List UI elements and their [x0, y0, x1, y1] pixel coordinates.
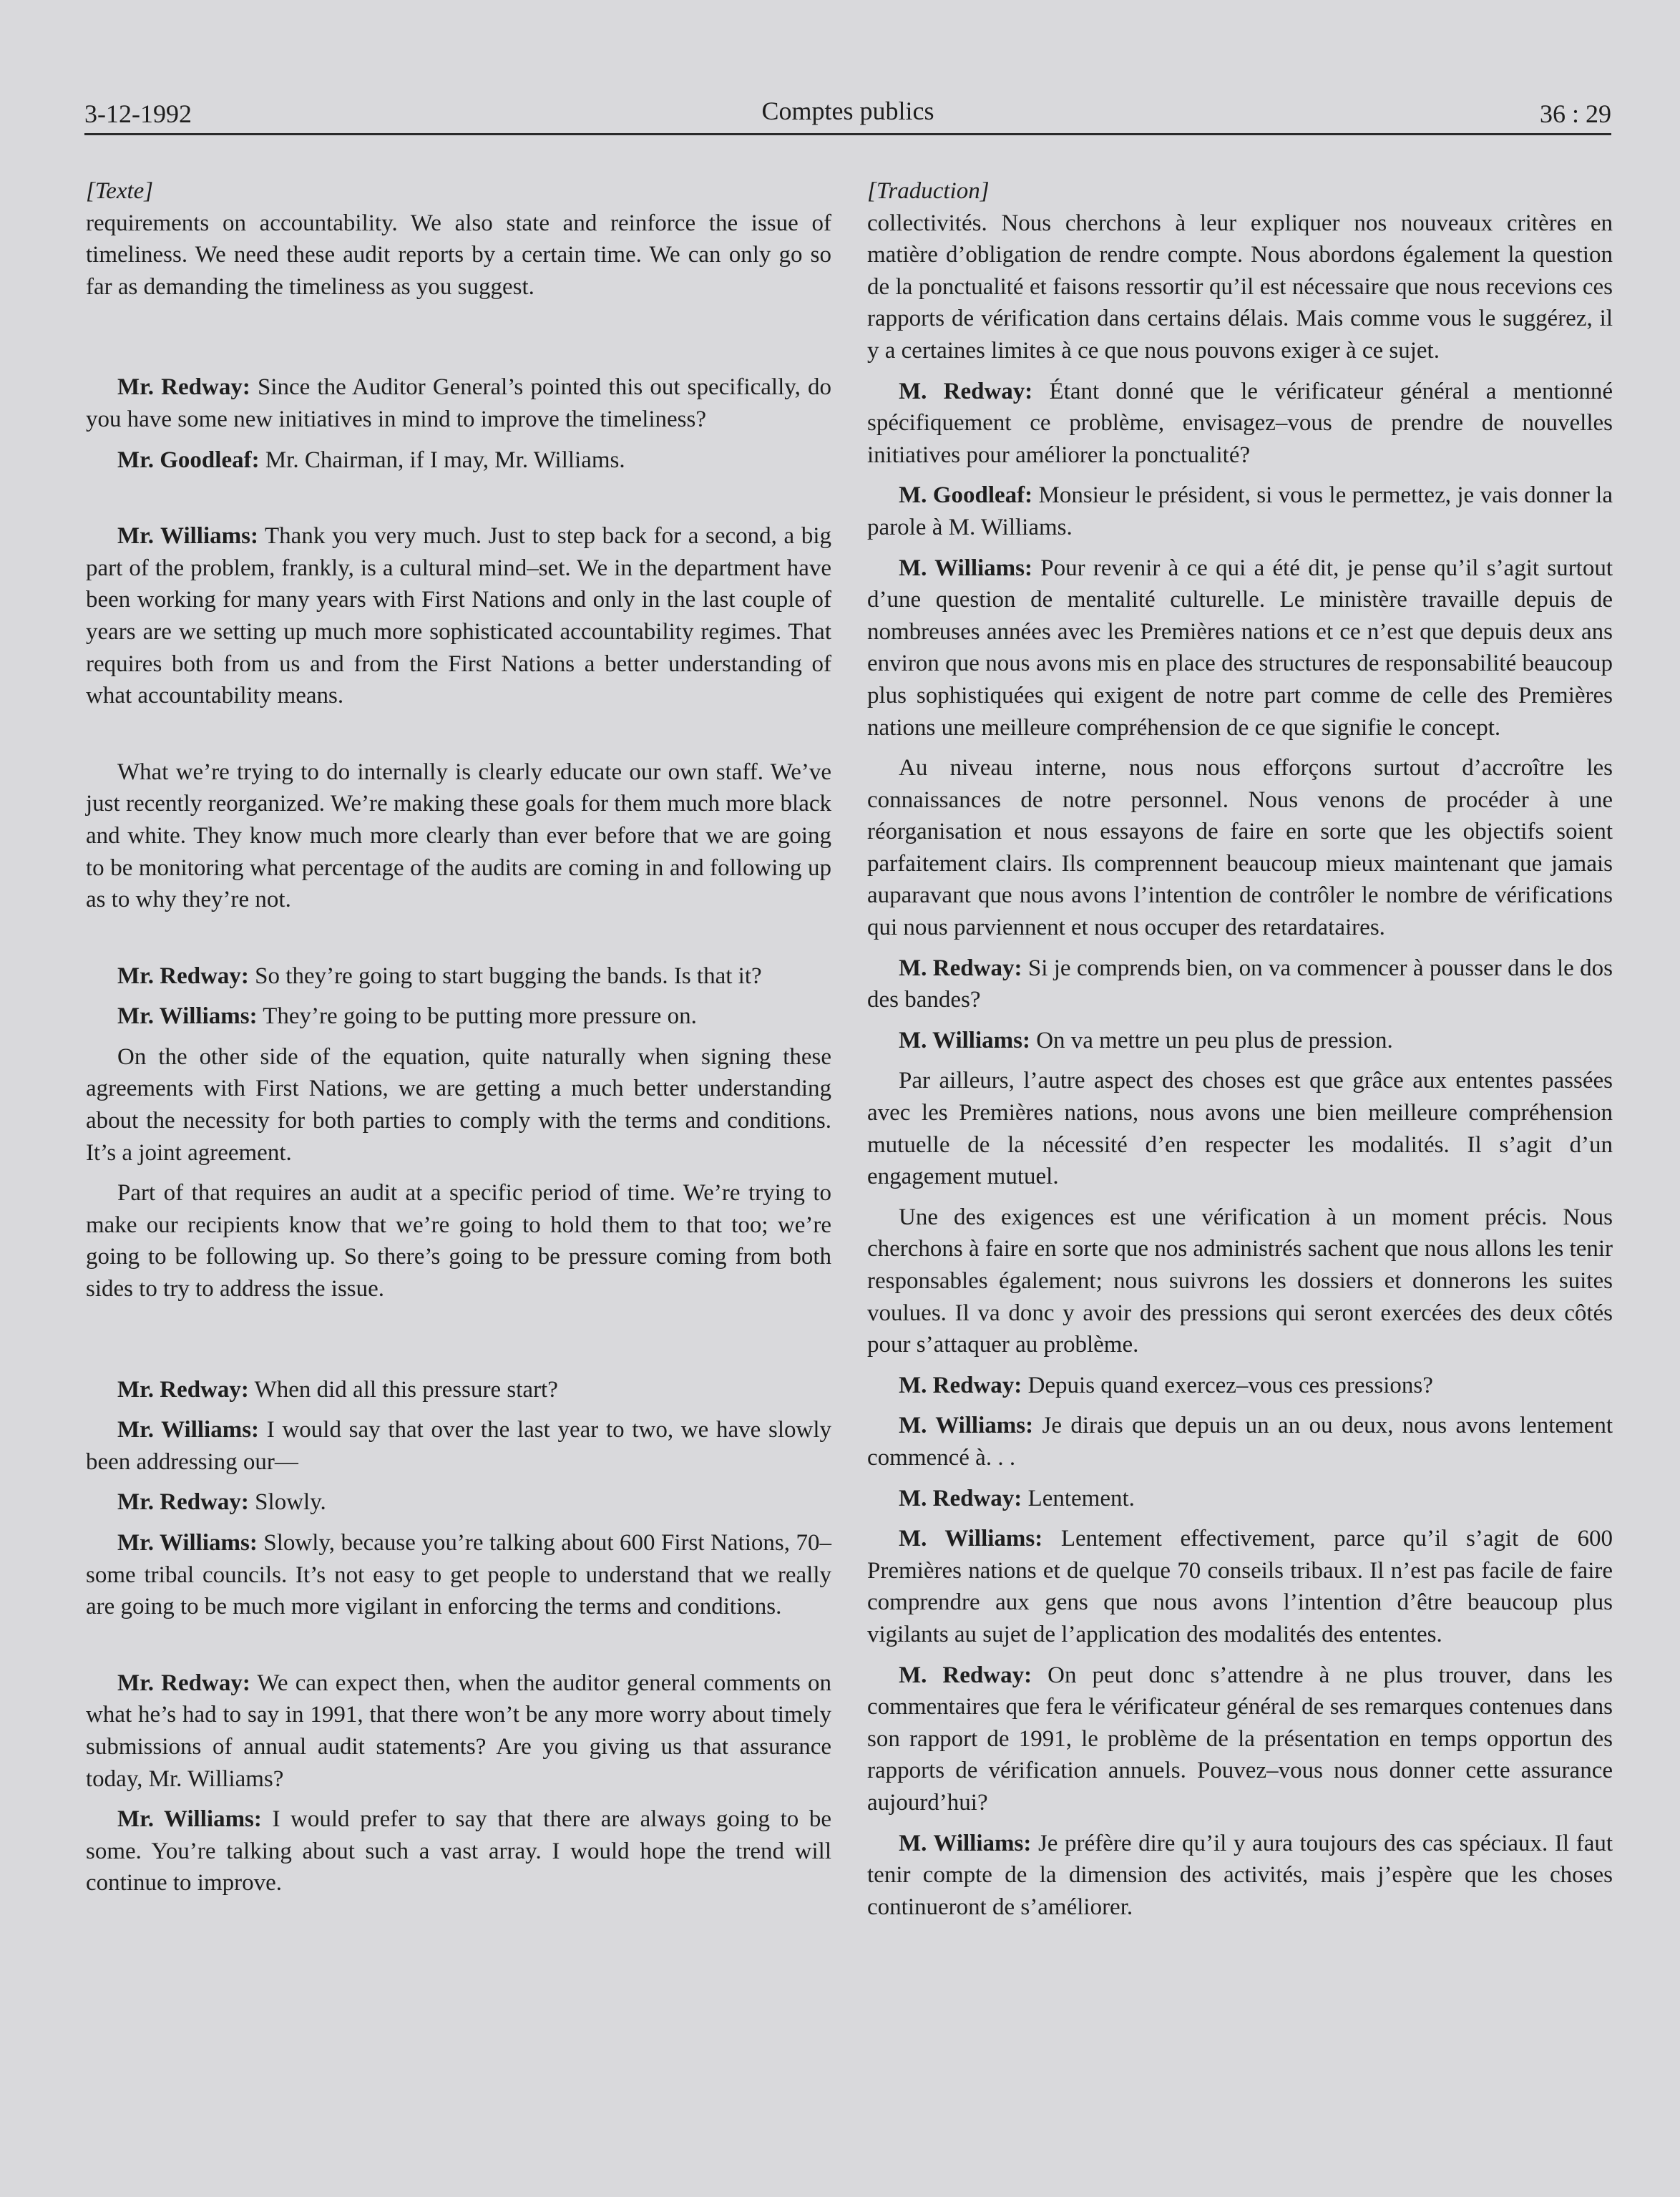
paragraph-text: Je dirais que depuis un an ou deux, nous avons lentement commencé à. . . — [867, 1413, 1613, 1471]
paragraph — [867, 1370, 1613, 1402]
paragraph — [867, 208, 1613, 367]
running-header — [84, 86, 1611, 135]
header-title: Comptes publics — [761, 97, 934, 125]
speaker: M. Redway: — [899, 1372, 1022, 1398]
paragraph — [86, 1000, 831, 1033]
paragraph-text: We can expect then, when the auditor general comments on what he’s had to say in 1991, that there won’t be any more worry about timely submissions of annual audit statements? Are you giving us that assurance today, Mr. Williams? — [86, 1670, 832, 1792]
speaker: Mr. Redway: — [117, 1670, 250, 1696]
paragraph-text: So they’re going to start bugging the bands. Is that it? — [255, 963, 762, 989]
speaker: M. Williams: — [899, 1027, 1030, 1053]
paragraph — [86, 1041, 831, 1169]
paragraph-text: Part of that requires an audit at a specific period of time. We’re trying to make our recipients know that we’re going to hold them to that too; we’re going to be following up. So there’s going to be pressure coming from both sides to try to address the issue. — [86, 1180, 831, 1302]
english-column — [86, 175, 831, 1899]
paragraph-text: Since the Auditor General’s pointed this out specifically, do you have some new initiatives in mind to improve the timeliness? — [86, 374, 831, 432]
paragraph-text: On va mettre un peu plus de pression. — [1036, 1027, 1393, 1053]
paragraph — [86, 520, 831, 712]
speaker: M. Goodleaf: — [899, 482, 1033, 509]
speaker: M. Williams: — [899, 1413, 1034, 1439]
speaker: M. Redway: — [899, 1662, 1032, 1688]
paragraph — [867, 953, 1613, 1016]
column-label: [Traduction] — [867, 178, 990, 204]
paragraph — [867, 1483, 1613, 1515]
speaker: M. Williams: — [899, 555, 1032, 581]
paragraph — [867, 552, 1613, 744]
paragraph-text: Une des exigences est une vérification à un moment précis. Nous cherchons à faire en sorte que nos administrés sachent que nous allons les tenir responsables également; nous suivrons les dossiers et donnerons les suites voulues. Il va donc y avoir des pressions qui seront exercées des deux côtés pour s’attaquer au problème. — [867, 1204, 1613, 1358]
speaker: Mr. Redway: — [117, 963, 249, 989]
paragraph-text: Lentement. — [1027, 1485, 1135, 1511]
speaker: Mr. Williams: — [117, 1806, 262, 1833]
paragraph — [86, 1527, 831, 1623]
speaker: Mr. Goodleaf: — [117, 447, 260, 473]
paragraph — [867, 1202, 1613, 1361]
paragraph — [86, 444, 831, 477]
paragraph — [867, 752, 1613, 944]
paragraph-text: I would say that over the last year to two, we have slowly been addressing our— — [86, 1417, 831, 1475]
paragraph-text: Étant donné que le vérificateur général a mentionné spécifiquement ce problème, envisagez–vous de prendre de nouvelles initiatives pour améliorer la ponctualité? — [867, 378, 1613, 468]
paragraph — [86, 960, 831, 993]
paragraph-text: On peut donc s’attendre à ne plus trouver, dans les commentaires que fera le vérificateur général de ses remarques contenues dans son rapport de 1991, le problème de la présentation en temps opportun des rapports de vérification annuels. Pouvez–vous nous donner cette assurance aujourd’hui? — [867, 1662, 1613, 1816]
paragraph — [867, 479, 1613, 543]
paragraph-text: requirements on accountability. We also state and reinforce the issue of timeliness. We need these audit reports by a certain time. We can only go so far as demanding the timeliness as you suggest. — [86, 210, 831, 300]
speaker: Mr. Williams: — [117, 523, 258, 550]
header-date: 3-12-1992 — [84, 99, 192, 128]
paragraph — [867, 1065, 1613, 1192]
paragraph — [86, 756, 831, 916]
column-label: [Texte] — [86, 178, 154, 204]
speaker: M. Redway: — [899, 955, 1022, 981]
paragraph — [86, 1667, 831, 1795]
speaker: Mr. Redway: — [117, 1376, 249, 1403]
paragraph-text: Par ailleurs, l’autre aspect des choses est que grâce aux ententes passées avec les Premières nations, nous avons une bien meilleure compréhension mutuelle de la nécessité d’en respecter les modalités. Il s’agit d’un engagement mutuel. — [867, 1068, 1613, 1190]
paragraph — [86, 1374, 831, 1406]
speaker: Mr. Redway: — [117, 1489, 249, 1516]
paragraph — [86, 371, 831, 435]
paragraph — [867, 1410, 1613, 1473]
paragraph-text: On the other side of the equation, quite naturally when signing these agreements with First Nations, we are getting a much better understanding about the necessity for both parties to comply with the terms and conditions. It’s a joint agreement. — [86, 1043, 831, 1166]
paragraph — [86, 208, 831, 303]
paragraph-text: What we’re trying to do internally is clearly educate our own staff. We’ve just recently reorganized. We’re making these goals for them much more black and white. They know much more clearly than ever before that we are going to be monitoring what percentage of the audits are coming in and following up as to why they’re not. — [86, 759, 831, 913]
paragraph-text: Slowly. — [255, 1489, 326, 1516]
paragraph — [86, 1803, 831, 1899]
speaker: M. Williams: — [899, 1526, 1043, 1552]
paragraph-text: Mr. Chairman, if I may, Mr. Williams. — [265, 447, 625, 473]
paragraph-text: Slowly, because you’re talking about 600 First Nations, 70–some tribal councils. It’s not easy to get people to understand that we really are going to be much more vigilant in enforcing the terms and conditions. — [86, 1530, 831, 1620]
paragraph-text: Thank you very much. Just to step back for a second, a big part of the problem, frankly, is a cultural mind–set. We in the department have been working for many years with First Nations and only in the last couple of years are we setting up much more sophisticated accountability regimes. That requires both from us and from the First Nations a better understanding of what accountability means. — [86, 523, 831, 709]
paragraph — [867, 1025, 1613, 1057]
paragraph — [86, 1177, 831, 1305]
paragraph-text: Je préfère dire qu’il y aura toujours des cas spéciaux. Il faut tenir compte de la dimension des activités, mais j’espère que les choses continueront de s’améliorer. — [867, 1830, 1613, 1920]
speaker: M. Redway: — [899, 1485, 1022, 1511]
paragraph-text: Monsieur le président, si vous le permettez, je vais donner la parole à M. Williams. — [867, 482, 1613, 540]
speaker: Mr. Williams: — [117, 1530, 258, 1556]
paragraph — [86, 1414, 831, 1478]
paragraph-text: Au niveau interne, nous nous efforçons surtout d’accroître les connaissances de notre personnel. Nous venons de procéder à une réorganisation et nous essayons de faire en sorte que les objectifs soient parfaitement clairs. Ils comprennent beaucoup mieux maintenant que jamais auparavant que nous avons l’intention de contrôler le nombre de vérifications qui nous parviennent et nous occuper des retardataires. — [867, 755, 1613, 941]
paragraph-text: They’re going to be putting more pressure on. — [263, 1003, 697, 1030]
paragraph-text: collectivités. Nous cherchons à leur expliquer nos nouveaux critères en matière d’obligation de rendre compte. Nous abordons également la question de la ponctualité et faisons ressortir qu’il est nécessaire que nous recevions ces rapports de vérification dans certains délais. Mais comme vous le suggérez, il y a certaines limites à ce que nous pouvons exiger à ce sujet. — [867, 210, 1613, 364]
speaker: M. Redway: — [899, 378, 1033, 404]
paragraph-text: I would prefer to say that there are always going to be some. You’re talking about such a vast array. I would hope the trend will continue to improve. — [86, 1806, 831, 1896]
speaker: M. Williams: — [899, 1830, 1032, 1856]
paragraph-text: Si je comprends bien, on va commencer à pousser dans le dos des bandes? — [867, 955, 1613, 1013]
paragraph — [86, 1486, 831, 1519]
speaker: Mr. Williams: — [117, 1417, 260, 1443]
paragraph — [867, 1828, 1613, 1924]
paragraph-text: Pour revenir à ce qui a été dit, je pense qu’il s’agit surtout d’une question de mentalité culturelle. Le ministère travaille depuis de nombreuses années avec les Premières nations et ce n’est que depuis deux ans environ que nous avons mis en place des structures de responsabilité beaucoup plus sophistiquées qui exigent de notre part comme de celle des Premières nations une meilleure compréhension de ce que signifie le concept. — [867, 555, 1613, 741]
french-column — [867, 175, 1613, 1923]
header-page-number: 36 : 29 — [1539, 99, 1611, 128]
speaker: Mr. Redway: — [117, 374, 250, 401]
paragraph — [867, 1523, 1613, 1650]
paragraph-text: Lentement effectivement, parce qu’il s’agit de 600 Premières nations et de quelque 70 conseils tribaux. Il n’est pas facile de faire comprendre aux gens que nous avons l’intention d’être beaucoup plus vigilants au sujet de l’application des modalités des ententes. — [867, 1526, 1613, 1647]
speaker: Mr. Williams: — [117, 1003, 258, 1030]
paragraph — [867, 376, 1613, 472]
paragraph — [867, 1660, 1613, 1819]
paragraph-text: When did all this pressure start? — [254, 1376, 558, 1403]
paragraph-text: Depuis quand exercez–vous ces pressions? — [1027, 1372, 1433, 1398]
